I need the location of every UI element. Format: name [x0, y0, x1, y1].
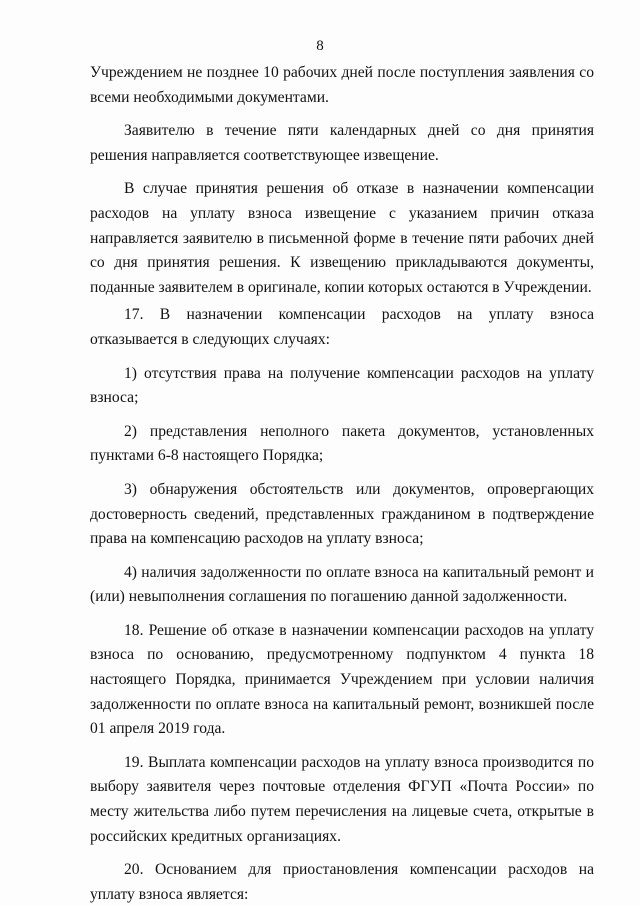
paragraph-17-item-4: 4) наличия задолженности по оплате взноса на капитальный ремонт и (или) невыполнения соглашения по погашению данной задолженности. [90, 563, 594, 606]
document-body [90, 61, 594, 907]
paragraph-notice: Заявителю в течение пяти календарных дней со дня принятия решения направляется соответствующее извещение. [90, 122, 594, 164]
paragraph-17: 17. В назначении компенсации расходов на уплату взноса отказывается в следующих случаях: [90, 306, 594, 348]
paragraph-18: 18. Решение об отказе в назначении компенсации расходов на уплату взноса по основанию, предусмотренному подпунктом 4 пункта 18 настоящего Порядка, принимается Учреждением при условии наличия задолженности по оплате взноса на капитальный ремонт, возникшей после 01 апреля 2019 года. [90, 621, 594, 738]
paragraph-refusal-notice: В случае принятия решения об отказе в назначении компенсации расходов на уплату взноса извещение с указанием причин отказа направляется заявителю в письменной форме в течение пяти рабочих дней со дня принятия решения. К извещению прикладываются документы, поданные заявителем в оригинале, копии которых остаются в Учреждении. [90, 180, 594, 296]
paragraph-17-item-1: 1) отсутствия права на получение компенсации расходов на уплату взноса; [90, 364, 594, 407]
paragraph-17-item-2: 2) представления неполного пакета документов, установленных пунктами 6-8 настоящего Порядка; [90, 422, 594, 465]
paragraph-19: 19. Выплата компенсации расходов на уплату взноса производится по выбору заявителя через почтовые отделения ФГУП «Почта России» по месту жительства либо путем перечисления на лицевые счета, открытые в российских кредитных организациях. [90, 753, 594, 845]
paragraph-17-item-3: 3) обнаружения обстоятельств или документов, опровергающих достоверность сведений, представленных гражданином в подтверждение права на компенсацию расходов на уплату взноса; [90, 480, 594, 548]
paragraph-continuation: Учреждением не позднее 10 рабочих дней после поступления заявления со всеми необходимыми документами. [90, 64, 594, 106]
page-number: 8 [316, 38, 324, 54]
paragraph-20: 20. Основанием для приостановления компенсации расходов на уплату взноса является: [90, 861, 594, 903]
